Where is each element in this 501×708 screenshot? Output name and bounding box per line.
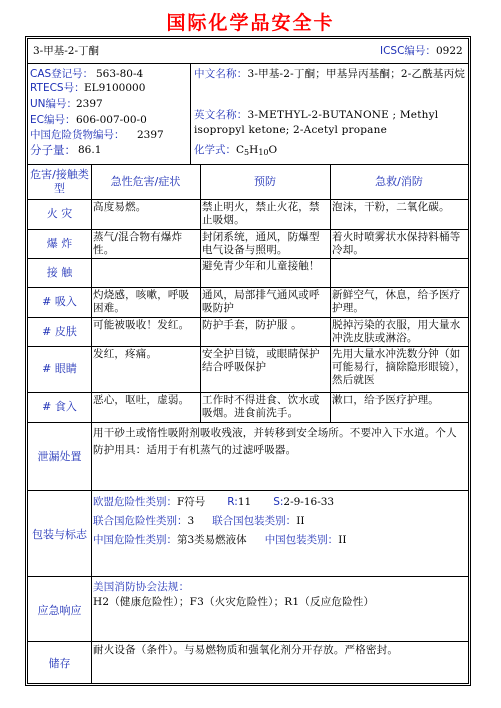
col-header-aid: 急救/消防 bbox=[375, 175, 423, 188]
rule bbox=[28, 346, 468, 347]
rule bbox=[28, 258, 468, 259]
emergency-label: 应急响应 bbox=[37, 604, 82, 617]
row-type-skin: # 皮肤 bbox=[42, 325, 77, 338]
row-prevention-eyes: 安全护目镜，或眼睛保护结合呼吸保护 bbox=[202, 348, 320, 373]
rule bbox=[28, 641, 468, 642]
rule bbox=[28, 576, 468, 577]
eu-class: 欧盟危险性类别：F符号 R:11 S:2-9-16-33 bbox=[93, 496, 335, 508]
row-type-contact: 接 触 bbox=[46, 266, 73, 279]
row-prevention-ingestion: 工作时不得进食、饮水或吸烟。进食前洗手。 bbox=[202, 394, 320, 419]
rule bbox=[28, 229, 468, 230]
un-class: 联合国危险性类别：3 联合国包装类别：II bbox=[93, 515, 305, 527]
rule bbox=[28, 199, 468, 200]
row-hazard-skin: 可能被吸收！发红。 bbox=[93, 319, 190, 331]
formula: 化学式：$C_5H_{10}O$ bbox=[194, 144, 278, 157]
col-header-prevention: 预防 bbox=[254, 175, 276, 188]
row-aid-explosion: 着火时喷雾状水保持料桶等冷却。 bbox=[332, 231, 461, 256]
row-hazard-eyes: 发红，疼痛。 bbox=[93, 348, 158, 360]
mw-value: 86.1 bbox=[78, 144, 102, 156]
row-prevention-fire: 禁止明火，禁止火花，禁止吸烟。 bbox=[202, 201, 320, 226]
spill-label: 泄漏处置 bbox=[37, 450, 82, 463]
ec-value: 606-007-00-0 bbox=[76, 114, 147, 126]
en-name: 英文名称：3-METHYL-2-BUTANONE ; Methyl isopropyl ketone; 2-Acetyl propane bbox=[194, 109, 439, 136]
rule bbox=[28, 392, 468, 393]
row-type-explosion: 爆 炸 bbox=[46, 237, 73, 250]
row-hazard-inhalation: 灼烧感，咳嗽，呼吸困难。 bbox=[93, 289, 190, 314]
col-header-hazard: 急性危害/症状 bbox=[110, 175, 181, 188]
rule bbox=[200, 164, 201, 422]
cas-value: 563-80-4 bbox=[96, 68, 144, 80]
row-aid-ingestion: 漱口，给予医疗护理。 bbox=[332, 394, 439, 406]
row-aid-skin: 脱掉污染的衣服，用大量水冲洗皮肤或淋浴。 bbox=[332, 319, 461, 344]
rule bbox=[330, 164, 331, 422]
icsc-value: 0922 bbox=[436, 45, 463, 57]
row-hazard-ingestion: 恶心，呕吐，虚弱。 bbox=[93, 394, 190, 406]
row-prevention-skin: 防护手套，防护服 。 bbox=[202, 319, 302, 331]
row-type-eyes: # 眼睛 bbox=[42, 362, 77, 375]
cn-name: 中文名称：3-甲基-2-丁酮；甲基异丙基酮；2-乙酰基丙烷 bbox=[194, 68, 466, 80]
storage-text: 耐火设备（条件）。与易燃物质和强氧化剂分开存放。严格密封。 bbox=[93, 644, 399, 656]
rule bbox=[28, 317, 468, 318]
row-type-fire: 火 灾 bbox=[46, 207, 73, 220]
cn-dg-label: 中国危险货物编号： bbox=[30, 129, 125, 141]
row-hazard-explosion: 蒸气/混合物有爆炸性。 bbox=[93, 231, 183, 256]
row-aid-inhalation: 新鲜空气，休息，给予医疗护理。 bbox=[332, 289, 461, 314]
rule bbox=[190, 64, 191, 164]
rule bbox=[91, 164, 92, 683]
row-prevention-explosion: 封闭系统，通风，防爆型电气设备与照明。 bbox=[202, 231, 320, 256]
cas-label: CAS登记号： bbox=[30, 68, 94, 80]
nfpa-text: 美国消防协会法规：H2（健康危险性）；F3（火灾危险性）；R1（反应危险性） bbox=[93, 581, 375, 608]
rule bbox=[28, 63, 468, 64]
mw-label: 分子量： bbox=[30, 143, 76, 157]
spill-text: 用干砂土或惰性吸附剂吸收残液，并转移到安全场所。不要冲入下水道。个人防护用具：适用于有机蒸气的过滤呼吸器。 bbox=[93, 427, 457, 456]
cn-class: 中国危险性类别：第3类易燃液体 中国包装类别：II bbox=[93, 534, 347, 546]
row-prevention-contact: 避免青少年和儿童接触！ bbox=[202, 260, 320, 272]
row-prevention-inhalation: 通风，局部排气通风或呼吸防护 bbox=[202, 289, 320, 314]
storage-label: 储存 bbox=[48, 657, 71, 670]
rtecs-value: EL9100000 bbox=[84, 82, 146, 94]
row-hazard-fire: 高度易燃。 bbox=[93, 201, 147, 213]
rule bbox=[28, 287, 468, 288]
rtecs-label: RTECS号： bbox=[30, 82, 85, 94]
icsc-label: ICSC编号： bbox=[380, 45, 436, 57]
un-label: UN编号： bbox=[30, 98, 78, 110]
col-header-type: 危害/接触类型 bbox=[30, 168, 89, 195]
chemical-name: 3-甲基-2-丁酮 bbox=[33, 45, 100, 57]
un-value: 2397 bbox=[76, 98, 103, 110]
ec-label: EC编号： bbox=[30, 114, 76, 126]
rule bbox=[28, 164, 468, 165]
row-type-inhalation: # 吸入 bbox=[42, 295, 77, 308]
row-aid-eyes: 先用大量水冲洗数分钟（如可能易行，摘除隐形眼镜），然后就医 bbox=[332, 348, 466, 386]
cn-dg-value: 2397 bbox=[137, 129, 164, 141]
packaging-label: 包装与标志 bbox=[32, 528, 87, 541]
rule bbox=[28, 490, 468, 491]
row-type-ingestion: # 食入 bbox=[42, 400, 77, 413]
card-title: 国际化学品安全卡 bbox=[166, 12, 335, 34]
rule bbox=[28, 422, 468, 423]
row-aid-fire: 泡沫，干粉，二氧化碳。 bbox=[332, 201, 450, 213]
